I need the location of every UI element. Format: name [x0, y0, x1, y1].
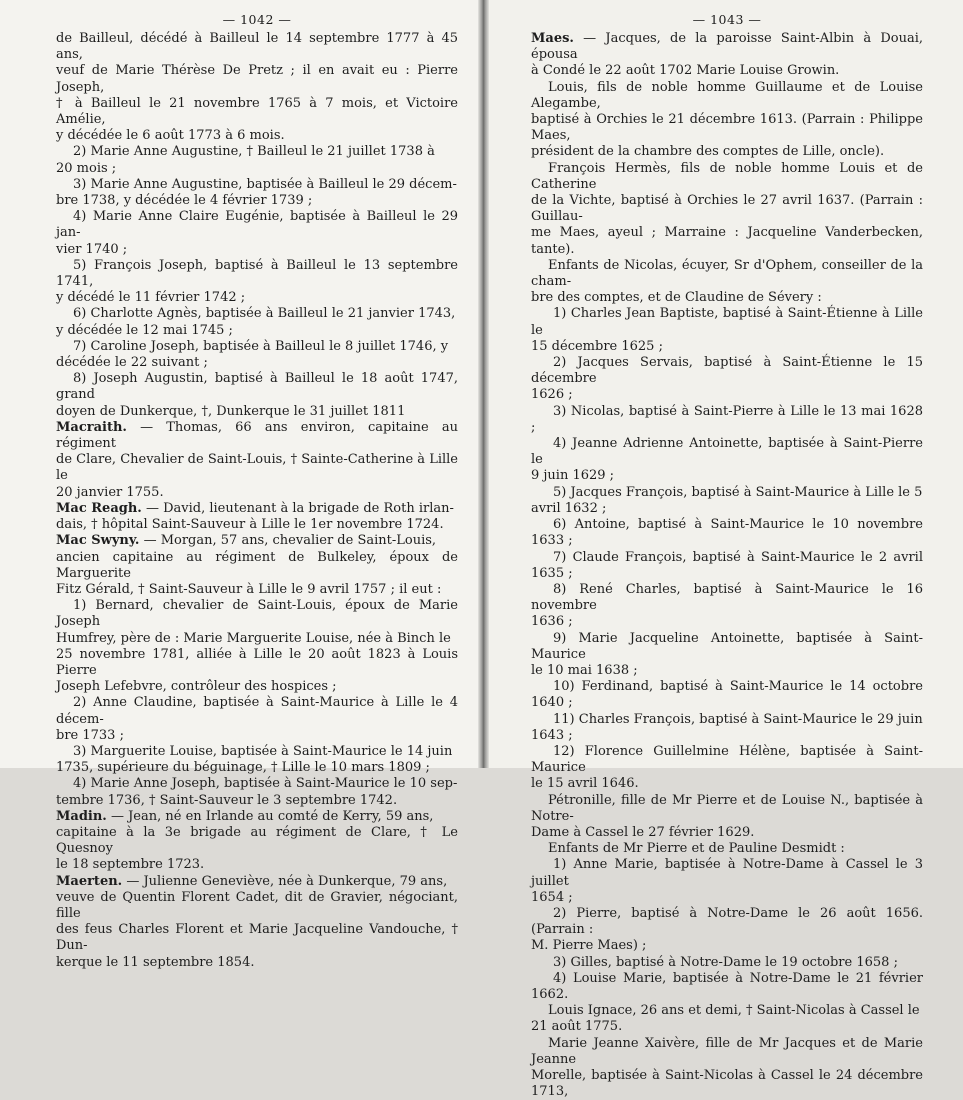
text-line — [531, 938, 923, 954]
line-text: 2) Jacques Servais, baptisé à Saint-Étienne le 15 décembre — [531, 355, 923, 387]
text-line — [531, 663, 923, 679]
line-text: 4) Louise Marie, baptisée à Notre-Dame le 21 février 1662. — [531, 970, 923, 1002]
text-line — [531, 906, 923, 938]
line-text: 15 décembre 1625 ; — [531, 338, 663, 354]
text-line — [531, 825, 923, 841]
line-text: y décédé le 11 février 1742 ; — [56, 290, 246, 306]
text-line — [56, 209, 458, 241]
line-text: 2) Anne Claudine, baptisée à Saint-Maurice à Lille le 4 décem- — [56, 695, 458, 727]
line-text: Louis Ignace, 26 ans et demi, † Saint-Nicolas à Cassel le — [548, 1003, 920, 1019]
text-line — [531, 971, 923, 1003]
line-text: 1636 ; — [531, 614, 573, 630]
text-line — [56, 533, 458, 549]
line-text: 1654 ; — [531, 889, 573, 905]
text-line — [531, 712, 923, 728]
line-text: me Maes, ayeul ; Marraine : Jacqueline Vanderbecken, tante). — [531, 225, 923, 257]
text-line — [56, 452, 458, 484]
line-text: capitaine à la 3e brigade au régiment de Clare, † Le Quesnoy — [56, 824, 458, 857]
text-line — [531, 631, 923, 663]
text-line — [56, 890, 458, 922]
text-line — [56, 776, 458, 792]
text-line — [531, 1003, 923, 1019]
left-page-body — [56, 31, 458, 971]
line-text: 1) Anne Marie, baptisée à Notre-Dame à Cassel le 3 juillet — [531, 857, 923, 889]
text-line — [531, 793, 923, 825]
text-line — [56, 128, 458, 144]
line-text: 5) François Joseph, baptisé à Bailleul le 13 septembre 1741, — [56, 257, 458, 290]
line-text: doyen de Dunkerque, †, Dunkerque le 31 juillet 1811 — [56, 403, 406, 419]
text-line — [56, 31, 458, 63]
text-line — [56, 744, 458, 760]
text-line — [56, 96, 458, 128]
left-page-number: — 1042 — — [222, 12, 292, 27]
line-text: de Bailleul, décédé à Bailleul le 14 septembre 1777 à 45 ans, — [56, 31, 458, 63]
text-line — [56, 323, 458, 339]
line-text: M. Pierre Maes) ; — [531, 938, 647, 954]
right-page-number: — 1043 — — [692, 12, 762, 27]
line-text: 11) Charles François, baptisé à Saint-Maurice le 29 juin — [553, 711, 923, 727]
line-text: des feus Charles Florent et Marie Jacqueline Vandouche, † Dun- — [56, 922, 458, 954]
line-text: 6) Antoine, baptisé à Saint-Maurice le 10 novembre 1633 ; — [531, 517, 923, 549]
text-line — [531, 31, 923, 63]
text-line — [56, 598, 458, 630]
text-line — [531, 501, 923, 517]
text-line — [531, 1019, 923, 1035]
line-text: Enfants de Mr Pierre et de Pauline Desmidt : — [548, 841, 845, 857]
line-text: Morelle, baptisée à Saint-Nicolas à Cassel le 24 décembre 1713, — [531, 1068, 923, 1100]
line-text: 1) Bernard, chevalier de Saint-Louis, époux de Marie Joseph — [56, 598, 458, 630]
right-page-body — [531, 31, 923, 1100]
text-line — [531, 841, 923, 857]
text-line — [531, 306, 923, 338]
line-text: 2) Marie Anne Augustine, † Bailleul le 21 juillet 1738 à — [73, 144, 435, 160]
line-text: président de la chambre des comptes de Lille, oncle). — [531, 144, 885, 160]
text-line — [56, 404, 458, 420]
line-text: 9) Marie Jacqueline Antoinette, baptisée à Saint-Maurice — [531, 630, 923, 662]
entry-surname: Maes. — [531, 31, 574, 46]
text-line — [531, 1068, 923, 1100]
line-text: François Hermès, fils de noble homme Louis et de Catherine — [531, 160, 923, 192]
text-line — [56, 177, 458, 193]
text-line — [56, 306, 458, 322]
text-line — [56, 144, 458, 160]
text-line — [56, 420, 458, 452]
text-line — [531, 225, 923, 257]
line-text: 4) Marie Anne Claire Eugénie, baptisée à Bailleul le 29 jan- — [56, 209, 458, 241]
line-text: 7) Claude François, baptisé à Saint-Maurice le 2 avril 1635 ; — [531, 549, 923, 581]
text-line — [56, 793, 458, 809]
line-text: 8) Joseph Augustin, baptisé à Bailleul le 18 août 1747, grand — [56, 371, 458, 403]
text-line — [531, 517, 923, 549]
text-line — [56, 631, 458, 647]
text-line — [56, 193, 458, 209]
line-text: 6) Charlotte Agnès, baptisée à Bailleul le 21 janvier 1743, — [73, 306, 456, 322]
line-text: 1626 ; — [531, 387, 573, 403]
line-text: y décédée le 12 mai 1745 ; — [56, 322, 233, 338]
line-text: 20 mois ; — [56, 160, 117, 176]
line-text: — Julienne Geneviève, née à Dunkerque, 79 ans, — [122, 873, 448, 889]
text-line — [531, 436, 923, 468]
text-line — [56, 258, 458, 290]
line-text: Louis, fils de noble homme Guillaume et de Louise Alegambe, — [531, 79, 923, 111]
text-line — [531, 485, 923, 501]
text-line — [531, 728, 923, 744]
line-text: bre 1738, y décédée le 4 février 1739 ; — [56, 193, 313, 209]
text-line — [531, 468, 923, 484]
line-text: 2) Pierre, baptisé à Notre-Dame le 26 août 1656. (Parrain : — [531, 905, 923, 938]
text-line — [531, 550, 923, 582]
line-text: de la Vichte, baptisé à Orchies le 27 avril 1637. (Parrain : Guillau- — [531, 193, 923, 225]
entry-surname: Madin. — [56, 808, 107, 824]
line-text: 1) Charles Jean Baptiste, baptisé à Saint-Étienne à Lille le — [531, 306, 923, 338]
line-text: bre des comptes, et de Claudine de Sévery : — [531, 290, 822, 306]
text-line — [56, 647, 458, 679]
text-line — [56, 242, 458, 258]
line-text: à Condé le 22 août 1702 Marie Louise Growin. — [531, 63, 840, 79]
line-text: Pétronille, fille de Mr Pierre et de Louise N., baptisée à Notre- — [531, 792, 923, 824]
entry-surname: Mac Reagh. — [56, 500, 142, 516]
line-text: 1643 ; — [531, 727, 573, 743]
text-line — [531, 355, 923, 387]
text-line — [531, 776, 923, 792]
line-text: avril 1632 ; — [531, 500, 607, 516]
line-text: 1735, supérieure du béguinage, † Lille le 10 mars 1809 ; — [56, 760, 430, 776]
text-line — [531, 258, 923, 290]
line-text: tembre 1736, † Saint-Sauveur le 3 septembre 1742. — [56, 792, 398, 808]
entry-surname: Macraith. — [56, 419, 127, 435]
text-line — [56, 760, 458, 776]
text-line — [56, 339, 458, 355]
text-line — [56, 955, 458, 971]
line-text: veuve de Quentin Florent Cadet, dit de Gravier, négociant, fille — [56, 889, 458, 921]
line-text: veuf de Marie Thérèse De Pretz ; il en avait eu : Pierre Joseph, — [56, 63, 458, 95]
text-line — [56, 371, 458, 403]
left-page — [0, 0, 478, 970]
text-line — [531, 744, 923, 776]
line-text: 3) Gilles, baptisé à Notre-Dame le 19 octobre 1658 ; — [553, 954, 898, 970]
line-text: y décédée le 6 août 1773 à 6 mois. — [56, 128, 285, 144]
line-text: 12) Florence Guillelmine Hélène, baptisée à Saint-Maurice — [531, 743, 923, 776]
line-text: 10) Ferdinand, baptisé à Saint-Maurice le 14 octobre 1640 ; — [531, 679, 923, 711]
line-text: — Morgan, 57 ans, chevalier de Saint-Louis, — [139, 533, 437, 549]
line-text: Marie Jeanne Xaivère, fille de Mr Jacques et de Marie Jeanne — [531, 1035, 923, 1067]
line-text: 21 août 1775. — [531, 1019, 623, 1035]
text-line — [56, 355, 458, 371]
line-text: le 10 mai 1638 ; — [531, 662, 638, 678]
text-line — [56, 695, 458, 727]
text-line — [531, 80, 923, 112]
text-line — [56, 501, 458, 517]
line-text: 25 novembre 1781, alliée à Lille le 20 août 1823 à Louis Pierre — [56, 646, 458, 678]
text-line — [56, 728, 458, 744]
line-text: Fitz Gérald, † Saint-Sauveur à Lille le 9 avril 1757 ; il eut : — [56, 581, 442, 597]
text-line — [531, 890, 923, 906]
line-text: 3) Marie Anne Augustine, baptisée à Bailleul le 29 décem- — [73, 176, 457, 192]
text-line — [531, 290, 923, 306]
text-line — [56, 825, 458, 857]
text-line — [531, 112, 923, 144]
line-text: — Jean, né en Irlande au comté de Kerry, 59 ans, — [106, 808, 434, 824]
text-line — [531, 582, 923, 614]
line-text: 8) René Charles, baptisé à Saint-Maurice le 16 novembre — [531, 581, 923, 614]
line-text: Enfants de Nicolas, écuyer, Sr d'Ophem, conseiller de la cham- — [531, 257, 923, 290]
line-text: dais, † hôpital Saint-Sauveur à Lille le 1er novembre 1724. — [56, 517, 444, 533]
text-line — [56, 63, 458, 95]
line-text: 4) Marie Anne Joseph, baptisée à Saint-Maurice le 10 sep- — [73, 776, 458, 792]
book-gutter — [478, 0, 489, 768]
text-line — [531, 404, 923, 436]
text-line — [531, 339, 923, 355]
line-text: 3) Marguerite Louise, baptisée à Saint-Maurice le 14 juin — [73, 743, 453, 759]
line-text: 7) Caroline Joseph, baptisée à Bailleul le 8 juillet 1746, y — [73, 338, 449, 354]
text-line — [531, 144, 923, 160]
line-text: Joseph Lefebvre, contrôleur des hospices ; — [56, 679, 337, 695]
line-text: de Clare, Chevalier de Saint-Louis, † Sainte-Catherine à Lille le — [56, 452, 458, 484]
text-line — [531, 161, 923, 193]
line-text: vier 1740 ; — [56, 241, 128, 257]
line-text: baptisé à Orchies le 21 décembre 1613. (Parrain : Philippe Maes, — [531, 112, 923, 144]
line-text: — Thomas, 66 ans environ, capitaine au régiment — [56, 419, 458, 452]
line-text: 4) Jeanne Adrienne Antoinette, baptisée à Saint-Pierre le — [531, 436, 923, 468]
text-line — [531, 679, 923, 711]
entry-surname: Mac Swyny. — [56, 533, 140, 549]
text-line — [56, 485, 458, 501]
text-line — [56, 290, 458, 306]
text-line — [531, 387, 923, 403]
line-text: le 15 avril 1646. — [531, 776, 639, 792]
line-text: kerque le 11 septembre 1854. — [56, 954, 255, 970]
text-line — [531, 857, 923, 889]
entry-surname: Maerten. — [56, 873, 123, 889]
text-line — [56, 679, 458, 695]
text-line — [531, 955, 923, 971]
text-line — [56, 857, 458, 873]
line-text: le 18 septembre 1723. — [56, 857, 205, 873]
text-line — [531, 1036, 923, 1068]
line-text: Dame à Cassel le 27 février 1629. — [531, 824, 755, 840]
line-text: 20 janvier 1755. — [56, 484, 164, 500]
text-line — [56, 550, 458, 582]
line-text: 3) Nicolas, baptisé à Saint-Pierre à Lille le 13 mai 1628 ; — [531, 403, 923, 435]
line-text: décédée le 22 suivant ; — [56, 355, 208, 371]
text-line — [531, 63, 923, 79]
line-text: 5) Jacques François, baptisé à Saint-Maurice à Lille le 5 — [553, 484, 923, 500]
text-line — [56, 809, 458, 825]
text-line — [56, 517, 458, 533]
right-page — [489, 0, 963, 1100]
text-line — [56, 874, 458, 890]
line-text: ancien capitaine au régiment de Bulkeley, époux de Marguerite — [56, 549, 458, 581]
line-text: — David, lieutenant à la brigade de Roth irlan- — [141, 500, 454, 516]
line-text: 9 juin 1629 ; — [531, 468, 615, 484]
text-line — [531, 614, 923, 630]
text-line — [531, 193, 923, 225]
text-line — [56, 161, 458, 177]
line-text: † à Bailleul le 21 novembre 1765 à 7 mois, et Victoire Amélie, — [56, 95, 458, 128]
line-text: Humfrey, père de : Marie Marguerite Louise, née à Binch le — [56, 630, 451, 646]
text-line — [56, 582, 458, 598]
line-text: — Jacques, de la paroisse Saint-Albin à Douai, épousa — [531, 31, 923, 63]
line-text: bre 1733 ; — [56, 727, 124, 743]
text-line — [56, 922, 458, 954]
